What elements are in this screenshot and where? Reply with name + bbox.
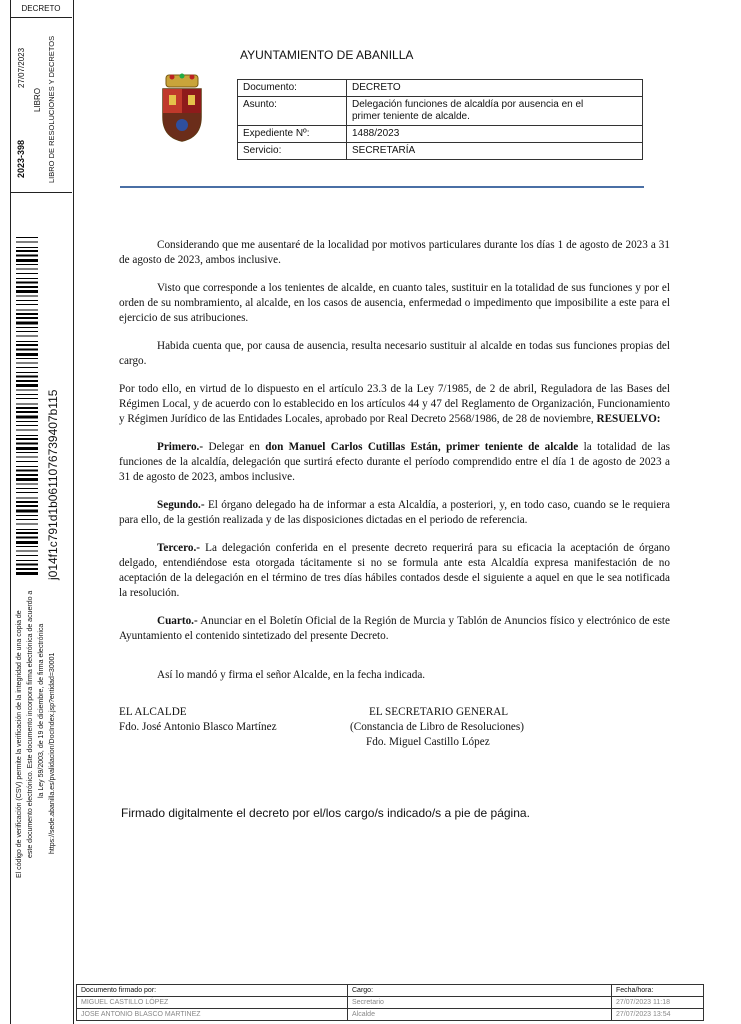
csv-code: j014f1c791d1b0611076739407b115 bbox=[46, 389, 60, 580]
info-label: Servicio: bbox=[238, 143, 347, 160]
clause-text: la totalidad de las funciones de la alcaldía, delegación que surtirá efecto durante el período comprendido entre el día 1 de agosto de 2023 a 31 de agosto de 2023, ambos inclusive. bbox=[119, 441, 671, 483]
clause-label: Primero.- bbox=[157, 441, 204, 453]
clause-tercero bbox=[119, 541, 670, 601]
info-value: DECRETO bbox=[347, 80, 643, 97]
table-row bbox=[77, 997, 704, 1009]
signatures-header-row bbox=[77, 985, 704, 997]
signed-at: 27/07/2023 11:18 bbox=[612, 997, 704, 1009]
secretario-title: EL SECRETARIO GENERAL bbox=[369, 706, 509, 718]
csv-note-line-2: este documento electrónico. Este documento incorpora firma electrónica de acuerdo a bbox=[27, 590, 34, 858]
info-value: SECRETARÍA bbox=[347, 143, 643, 160]
column-header: Fecha/hora: bbox=[612, 985, 704, 997]
info-row-documento bbox=[238, 80, 643, 97]
secretario-name: Fdo. Miguel Castillo López bbox=[366, 736, 490, 748]
column-header: Cargo: bbox=[348, 985, 612, 997]
info-row-expediente bbox=[238, 126, 643, 143]
info-value: Delegación funciones de alcaldía por ausencia en el primer teniente de alcalde. bbox=[347, 97, 643, 126]
clause-text: La delegación conferida en el presente decreto requerirá para su eficacia la aceptación de órgano delgado, entendiéndose esta otorgada tácitamente si no se formula ante esta Alcaldía expresa manifestación de no aceptación de la delegación en el término de tres días hábiles contados desde el siguiente a aquel en que le sea notificada la resolución. bbox=[119, 542, 670, 599]
table-row bbox=[77, 1009, 704, 1021]
csv-note-line-3: la Ley 59/2003, de 19 de diciembre, de firma electrónica bbox=[38, 623, 45, 798]
delegate-name: don Manuel Carlos Cutillas Están, primer teniente de alcalde bbox=[265, 441, 579, 453]
signer-role: Secretario bbox=[348, 997, 612, 1009]
closing-line: Así lo mandó y firma el señor Alcalde, en la fecha indicada. bbox=[157, 669, 426, 681]
clause-text: El órgano delegado ha de informar a esta Alcaldía, a posteriori, y, en todo caso, cuando se le requiera para ello, de la gestión realizada y de las disposiciones dictadas en el periodo de referencia. bbox=[119, 499, 670, 526]
info-value: 1488/2023 bbox=[347, 126, 643, 143]
info-label: Asunto: bbox=[238, 97, 347, 126]
decree-body bbox=[119, 238, 670, 696]
alcalde-title: EL ALCALDE bbox=[119, 706, 187, 718]
paragraph-text: Por todo ello, en virtud de lo dispuesto en el artículo 23.3 de la Ley 7/1985, de 2 de abril, Reguladora de las Bases del Régimen Local, y de acuerdo con lo establecido en los artículos 44 y 47 del Reglamento de Organización, Funcionamiento y Régimen Jurídico de las Entidades Locales, aprobado por Real Decreto 2568/1986, de 28 de noviembre, bbox=[119, 383, 670, 425]
barcode bbox=[16, 237, 38, 577]
signed-at: 27/07/2023 13:54 bbox=[612, 1009, 704, 1021]
coat-of-arms-icon bbox=[158, 73, 206, 143]
signer-name: JOSE ANTONIO BLASCO MARTINEZ bbox=[77, 1009, 348, 1021]
paragraph-visto: Visto que corresponde a los tenientes de alcalde, en cuanto tales, sustituir en la totalidad de sus funciones y por el orden de su nombramiento, al alcalde, en los casos de ausencia, enfermedad o impedimento que imposibilite a este para el ejercicio de sus atribuciones. bbox=[119, 282, 670, 324]
document-info-table bbox=[237, 79, 643, 160]
book-short: LIBRO bbox=[33, 87, 42, 112]
info-row-asunto bbox=[238, 97, 643, 126]
signer-name: MIGUEL CASTILLO LÓPEZ bbox=[77, 997, 348, 1009]
info-label: Documento: bbox=[238, 80, 347, 97]
clause-primero bbox=[119, 440, 670, 485]
alcalde-name: Fdo. José Antonio Blasco Martínez bbox=[119, 721, 277, 733]
clause-label: Cuarto.- bbox=[157, 615, 198, 627]
secretario-note: (Constancia de Libro de Resoluciones) bbox=[350, 721, 524, 733]
info-label: Expediente Nº: bbox=[238, 126, 347, 143]
paragraph-considerando: Considerando que me ausentaré de la localidad por motivos particulares durante los días 1 de agosto de 2023 a 31 de agosto de 2023, ambos inclusive. bbox=[119, 239, 670, 266]
book-long: LIBRO DE RESOLUCIONES Y DECRETOS bbox=[47, 35, 56, 183]
clause-text: Anunciar en el Boletín Oficial de la Región de Murcia y Tablón de Anuncios físico y electrónico de este Ayuntamiento el contenido sintetizado del presente Decreto. bbox=[119, 615, 670, 642]
column-header: Documento firmado por: bbox=[77, 985, 348, 997]
clause-label: Segundo.- bbox=[157, 499, 205, 511]
clause-label: Tercero.- bbox=[157, 542, 200, 554]
clause-cuarto bbox=[119, 614, 670, 644]
clause-text: Delegar en bbox=[208, 441, 260, 453]
page-title: AYUNTAMIENTO DE ABANILLA bbox=[240, 48, 414, 62]
info-row-servicio bbox=[238, 143, 643, 160]
paragraph-habida: Habida cuenta que, por causa de ausencia, resulta necesario sustituir al alcalde en todas sus funciones propias del cargo. bbox=[119, 340, 670, 367]
digital-signature-note: Firmado digitalmente el decreto por el/los cargo/s indicado/s a pie de página. bbox=[121, 806, 530, 820]
paragraph-por-todo bbox=[119, 382, 670, 427]
clause-segundo bbox=[119, 498, 670, 528]
csv-note-line-1: El código de verificación (CSV) permite la verificación de la integridad de una copia de bbox=[16, 610, 23, 878]
decree-date: 27/07/2023 bbox=[17, 47, 26, 88]
signatures-table bbox=[76, 984, 704, 1021]
signer-role: Alcalde bbox=[348, 1009, 612, 1021]
csv-validation-url[interactable]: https://sede.abanilla.es/pvalidacion/DocIndex.jsp?entidad=30001 bbox=[49, 652, 56, 854]
decree-number: 2023-398 bbox=[16, 139, 26, 178]
header-divider bbox=[120, 186, 644, 188]
resuelvo-label: RESUELVO: bbox=[596, 413, 661, 425]
stamp-type: DECRETO bbox=[10, 0, 72, 18]
